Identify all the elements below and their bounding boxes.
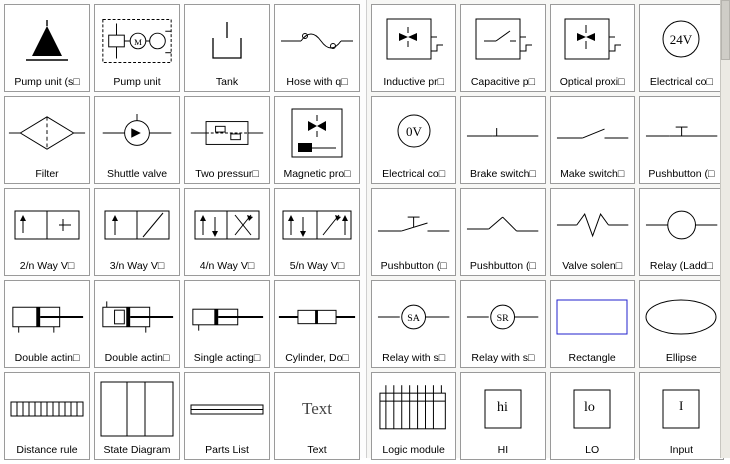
stencil-item-label: Rectangle — [568, 352, 616, 364]
svg-text:hi: hi — [496, 399, 508, 415]
stencil-item-label: Ellipse — [665, 352, 697, 364]
two-n-way-valve-icon — [5, 189, 89, 260]
stencil-item-valve-solenoid[interactable] — [550, 188, 635, 276]
stencil-item-label: State Diagram — [103, 444, 171, 456]
stencil-item-label: Hose with q□ — [286, 76, 348, 88]
stencil-item-tank[interactable] — [184, 4, 270, 92]
input-block-icon — [640, 373, 723, 444]
cylinder-double-rod-icon — [275, 281, 359, 352]
stencil-item-two-pressure-valve[interactable] — [184, 96, 270, 184]
stencil-item-label: Text — [307, 444, 327, 456]
electrical-connection-24v-icon — [640, 5, 723, 76]
stencil-item-label: Single acting□ — [193, 352, 261, 364]
stencil-item-label: Valve solen□ — [562, 260, 623, 272]
double-acting-cylinder-icon — [5, 281, 89, 352]
brake-switch-icon — [461, 97, 544, 168]
stencil-item-text[interactable] — [274, 372, 360, 460]
svg-text:SA: SA — [407, 312, 420, 324]
lo-block-icon — [551, 373, 634, 444]
stencil-item-label: Pushbutton (□ — [648, 168, 715, 180]
stencil-item-shuttle-valve[interactable] — [94, 96, 180, 184]
stencil-item-label: Double actin□ — [104, 352, 170, 364]
make-switch-icon — [551, 97, 634, 168]
svg-text:I: I — [679, 397, 684, 413]
stencil-item-parts-list[interactable] — [184, 372, 270, 460]
two-pressure-valve-icon — [185, 97, 269, 168]
stencil-item-label: 2/n Way V□ — [19, 260, 75, 272]
stencil-item-label: Cylinder, Do□ — [285, 352, 349, 364]
stencil-item-magnetic-proximity[interactable] — [274, 96, 360, 184]
stencil-item-label: Brake switch□ — [469, 168, 536, 180]
svg-text:lo: lo — [584, 399, 596, 415]
electrical-control-stencil-panel — [366, 0, 730, 458]
single-acting-cylinder-icon — [185, 281, 269, 352]
svg-text:SR: SR — [496, 312, 509, 324]
stencil-item-electrical-connection-24v[interactable] — [639, 4, 724, 92]
stencil-item-5n-way-valve[interactable] — [274, 188, 360, 276]
stencil-item-ellipse[interactable] — [639, 280, 724, 368]
stencil-item-pump-unit[interactable] — [94, 4, 180, 92]
stencil-item-pushbutton-break[interactable] — [639, 96, 724, 184]
stencil-item-relay-ladder[interactable] — [639, 188, 724, 276]
electrical-connection-0v-icon — [372, 97, 455, 168]
scrollbar-thumb[interactable] — [721, 0, 730, 60]
stencil-item-3n-way-valve[interactable] — [94, 188, 180, 276]
stencil-item-label: Input — [669, 444, 694, 456]
stencil-item-pump-unit-simple[interactable] — [4, 4, 90, 92]
stencil-item-pushbutton-changeover[interactable] — [460, 188, 545, 276]
text-sample-label: Text — [302, 398, 332, 418]
stencil-item-label: Electrical co□ — [382, 168, 446, 180]
distance-rule-icon — [5, 373, 89, 444]
stencil-item-label: Tank — [215, 76, 239, 88]
stencil-item-label: Pump unit (s□ — [14, 76, 80, 88]
hi-block-icon — [461, 373, 544, 444]
stencil-item-relay-switch-off-delay[interactable] — [460, 280, 545, 368]
stencil-item-lo-block[interactable] — [550, 372, 635, 460]
five-n-way-valve-icon — [275, 189, 359, 260]
stencil-item-4n-way-valve[interactable] — [184, 188, 270, 276]
stencil-item-rectangle[interactable] — [550, 280, 635, 368]
stencil-item-logic-module[interactable] — [371, 372, 456, 460]
stencil-item-2n-way-valve[interactable] — [4, 188, 90, 276]
stencil-item-label: Electrical co□ — [649, 76, 713, 88]
stencil-item-hose-quick-coupling[interactable] — [274, 4, 360, 92]
svg-text:M: M — [134, 36, 142, 47]
logic-module-icon — [372, 373, 455, 444]
stencil-item-label: Capacitive p□ — [470, 76, 535, 88]
stencil-item-input-block[interactable] — [639, 372, 724, 460]
double-acting-cylinder-cushion-icon — [95, 281, 179, 352]
stencil-item-label: 5/n Way V□ — [289, 260, 345, 272]
relay-ladder-icon — [640, 189, 723, 260]
stencil-item-capacitive-proximity[interactable] — [460, 4, 545, 92]
stencil-item-label: Filter — [35, 168, 59, 180]
stencil-item-label: Optical proxi□ — [559, 76, 625, 88]
rectangle-shape-icon — [551, 281, 634, 352]
stencil-item-label: Magnetic pro□ — [283, 168, 351, 180]
four-n-way-valve-icon — [185, 189, 269, 260]
filter-icon — [5, 97, 89, 168]
ellipse-shape-icon — [640, 281, 723, 352]
stencil-item-label: Relay with s□ — [471, 352, 535, 364]
magnetic-proximity-icon — [275, 97, 359, 168]
stencil-item-label: HI — [497, 444, 509, 456]
parts-list-icon — [185, 373, 269, 444]
right-stencil-scrollbar[interactable] — [720, 0, 730, 458]
stencil-item-pushbutton-make[interactable] — [371, 188, 456, 276]
stencil-item-label: Relay with s□ — [382, 352, 446, 364]
stencil-item-label: LO — [585, 444, 600, 456]
stencil-item-cylinder-double-rod[interactable] — [274, 280, 360, 368]
text-icon — [275, 373, 359, 444]
capacitive-proximity-sensor-icon — [461, 5, 544, 76]
optical-proximity-sensor-icon — [551, 5, 634, 76]
stencil-item-hi-block[interactable] — [460, 372, 545, 460]
inductive-proximity-sensor-icon — [372, 5, 455, 76]
right-stencil-grid — [367, 0, 730, 464]
stencil-item-label: Two pressur□ — [195, 168, 259, 180]
stencil-item-label: Relay (Ladd□ — [649, 260, 713, 272]
hose-with-quick-coupling-icon — [275, 5, 359, 76]
stencil-item-label: 3/n Way V□ — [109, 260, 165, 272]
shuttle-valve-icon — [95, 97, 179, 168]
pump-unit-assembly-icon — [95, 5, 179, 76]
stencil-item-label: Distance rule — [16, 444, 78, 456]
stencil-item-double-acting-cylinder-cushioned[interactable] — [94, 280, 180, 368]
relay-switch-off-delay-icon — [461, 281, 544, 352]
stencil-item-double-acting-cylinder[interactable] — [4, 280, 90, 368]
stencil-item-single-acting-cylinder[interactable] — [184, 280, 270, 368]
stencil-item-label: Parts List — [205, 444, 249, 456]
stencil-item-label: Inductive pr□ — [383, 76, 444, 88]
stencil-item-make-switch[interactable] — [550, 96, 635, 184]
stencil-item-label: Make switch□ — [560, 168, 625, 180]
tank-icon — [185, 5, 269, 76]
stencil-item-label: Pushbutton (□ — [380, 260, 447, 272]
svg-text:0V: 0V — [405, 123, 422, 139]
relay-switch-on-delay-icon — [372, 281, 455, 352]
pushbutton-changeover-icon — [461, 189, 544, 260]
pump-unit-triangle-icon — [5, 5, 89, 76]
stencil-item-brake-switch[interactable] — [460, 96, 545, 184]
stencil-item-state-diagram[interactable] — [94, 372, 180, 460]
stencil-item-relay-switch-on-delay[interactable] — [371, 280, 456, 368]
stencil-item-distance-rule[interactable] — [4, 372, 90, 460]
stencil-item-label: Double actin□ — [14, 352, 80, 364]
state-diagram-icon — [95, 373, 179, 444]
three-n-way-valve-icon — [95, 189, 179, 260]
stencil-item-optical-proximity[interactable] — [550, 4, 635, 92]
stencil-item-inductive-proximity[interactable] — [371, 4, 456, 92]
stencil-item-label: Pushbutton (□ — [469, 260, 536, 272]
stencil-item-electrical-connection-0v[interactable] — [371, 96, 456, 184]
stencil-item-label: Shuttle valve — [106, 168, 168, 180]
svg-text:24V: 24V — [670, 31, 693, 47]
pushbutton-break-icon — [640, 97, 723, 168]
stencil-item-filter[interactable] — [4, 96, 90, 184]
stencil-item-label: 4/n Way V□ — [199, 260, 255, 272]
pushbutton-make-icon — [372, 189, 455, 260]
valve-solenoid-icon — [551, 189, 634, 260]
hydraulic-pneumatic-stencil-panel — [0, 0, 366, 458]
stencil-item-label: Pump unit — [113, 76, 161, 88]
stencil-item-label: Logic module — [382, 444, 445, 456]
